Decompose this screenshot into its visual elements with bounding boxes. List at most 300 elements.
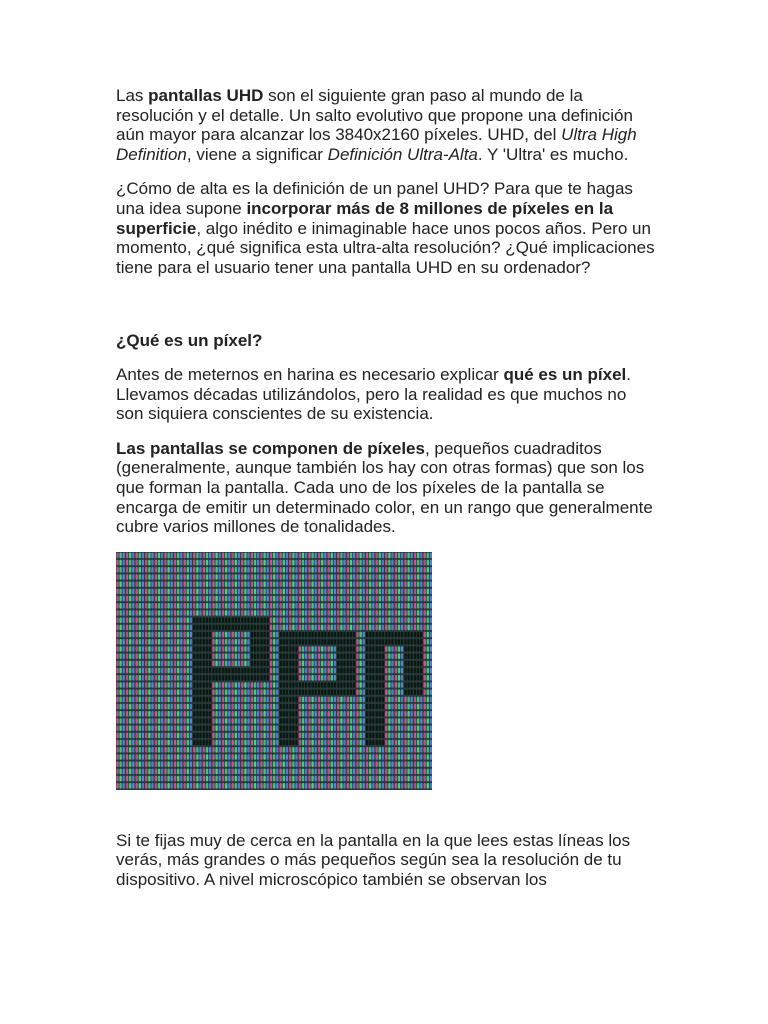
subpixel [280,624,282,630]
subpixel [244,675,246,681]
subpixel [126,682,128,688]
subpixel [363,711,365,717]
subpixel [187,667,189,673]
subpixel [331,768,333,774]
subpixel [379,754,381,760]
subpixel [328,754,330,760]
subpixel [353,624,355,630]
subpixel [180,667,182,673]
subpixel [331,739,333,745]
subpixel [136,595,138,601]
subpixel [196,732,198,738]
subpixel [148,559,150,565]
subpixel [379,610,381,616]
subpixel [167,552,169,558]
subpixel [136,631,138,637]
subpixel [328,718,330,724]
subpixel [407,754,409,760]
subpixel [190,761,192,767]
subpixel [292,703,294,709]
subpixel [302,646,304,652]
subpixel [331,667,333,673]
subpixel [283,761,285,767]
subpixel [324,725,326,731]
subpixel [151,624,153,630]
subpixel [132,631,134,637]
subpixel [206,574,208,580]
subpixel [139,552,141,558]
subpixel [372,559,374,565]
subpixel [145,761,147,767]
subpixel [212,703,214,709]
subpixel [299,761,301,767]
section-heading: ¿Qué es un píxel? [116,331,263,351]
subpixel [340,718,342,724]
subpixel [366,754,368,760]
subpixel [295,667,297,673]
subpixel [295,574,297,580]
subpixel [328,689,330,695]
subpixel [305,639,307,645]
subpixel [145,646,147,652]
subpixel [171,725,173,731]
subpixel [305,739,307,745]
subpixel [430,595,432,601]
subpixel [273,552,275,558]
subpixel [251,682,253,688]
subpixel [308,783,310,789]
subpixel [119,696,121,702]
subpixel [302,768,304,774]
subpixel [286,559,288,565]
subpixel [177,667,179,673]
subpixel [388,646,390,652]
subpixel [206,761,208,767]
subpixel [219,703,221,709]
subpixel [139,603,141,609]
subpixel [424,567,426,573]
subpixel [424,631,426,637]
subpixel [401,775,403,781]
subpixel [251,574,253,580]
subpixel [203,689,205,695]
subpixel [171,610,173,616]
subpixel [254,682,256,688]
subpixel [276,675,278,681]
subpixel [273,567,275,573]
subpixel [372,581,374,587]
subpixel [359,711,361,717]
subpixel [225,639,227,645]
subpixel [395,646,397,652]
subpixel [164,689,166,695]
subpixel [340,682,342,688]
subpixel [318,631,320,637]
subpixel [340,588,342,594]
subpixel [359,559,361,565]
subpixel [299,667,301,673]
subpixel [391,660,393,666]
subpixel [385,667,387,673]
subpixel [328,660,330,666]
subpixel [289,624,291,630]
subpixel [238,603,240,609]
subpixel [340,595,342,601]
subpixel [171,660,173,666]
subpixel [388,783,390,789]
subpixel [164,588,166,594]
subpixel [391,682,393,688]
subpixel [388,689,390,695]
subpixel [295,711,297,717]
subpixel [164,552,166,558]
subpixel [391,732,393,738]
subpixel [180,718,182,724]
subpixel [167,624,169,630]
subpixel [324,567,326,573]
subpixel [158,783,160,789]
subpixel [257,603,259,609]
subpixel [177,675,179,681]
subpixel [385,552,387,558]
subpixel [283,682,285,688]
subpixel [388,768,390,774]
subpixel [126,581,128,587]
subpixel [177,624,179,630]
subpixel [379,631,381,637]
subpixel [193,639,195,645]
subpixel [228,711,230,717]
subpixel [427,689,429,695]
subpixel [417,775,419,781]
subpixel [417,660,419,666]
subpixel [167,689,169,695]
subpixel [359,574,361,580]
subpixel [376,581,378,587]
subpixel [369,660,371,666]
subpixel [148,660,150,666]
subpixel [353,646,355,652]
subpixel [295,725,297,731]
subpixel [395,581,397,587]
subpixel [132,610,134,616]
subpixel [369,725,371,731]
subpixel [321,595,323,601]
subpixel [273,667,275,673]
subpixel [340,552,342,558]
subpixel [280,775,282,781]
subpixel [119,754,121,760]
subpixel [350,552,352,558]
subpixel [187,610,189,616]
subpixel [161,660,163,666]
subpixel [311,768,313,774]
subpixel [401,574,403,580]
subpixel [324,703,326,709]
subpixel [139,703,141,709]
subpixel [177,610,179,616]
subpixel [280,739,282,745]
subpixel [215,689,217,695]
subpixel [395,574,397,580]
subpixel [151,581,153,587]
subpixel [286,567,288,573]
subpixel [276,552,278,558]
subpixel [328,739,330,745]
subpixel [225,747,227,753]
subpixel [148,711,150,717]
subpixel [315,603,317,609]
subpixel [366,739,368,745]
subpixel [343,581,345,587]
subpixel [388,775,390,781]
subpixel [395,667,397,673]
subpixel [209,631,211,637]
subpixel [334,588,336,594]
subpixel [407,552,409,558]
subpixel [302,689,304,695]
subpixel [430,624,432,630]
subpixel [404,783,406,789]
subpixel [225,718,227,724]
subpixel [311,696,313,702]
subpixel [123,732,125,738]
subpixel [280,667,282,673]
subpixel [174,682,176,688]
subpixel [328,761,330,767]
subpixel [263,581,265,587]
subpixel [267,696,269,702]
subpixel [174,552,176,558]
subpixel [232,552,234,558]
subpixel [299,783,301,789]
subpixel [311,732,313,738]
subpixel [379,617,381,623]
subpixel [232,775,234,781]
subpixel [254,747,256,753]
subpixel [267,675,269,681]
subpixel [139,739,141,745]
subpixel [203,732,205,738]
subpixel [215,754,217,760]
subpixel [177,725,179,731]
subpixel [257,689,259,695]
subpixel [363,581,365,587]
subpixel [343,739,345,745]
subpixel [116,667,118,673]
subpixel [190,595,192,601]
subpixel [225,711,227,717]
subpixel [190,732,192,738]
subpixel [228,682,230,688]
subpixel [203,783,205,789]
subpixel [129,660,131,666]
subpixel [427,574,429,580]
subpixel [411,639,413,645]
subpixel [158,552,160,558]
subpixel [164,696,166,702]
subpixel [273,775,275,781]
subpixel [283,610,285,616]
subpixel [417,552,419,558]
subpixel [398,653,400,659]
subpixel [164,768,166,774]
subpixel [199,639,201,645]
subpixel [372,617,374,623]
subpixel [145,667,147,673]
subpixel [315,783,317,789]
subpixel [116,689,118,695]
subpixel [356,559,358,565]
subpixel [193,617,195,623]
subpixel [391,689,393,695]
subpixel [404,567,406,573]
subpixel [136,588,138,594]
subpixel [155,574,157,580]
subpixel [187,732,189,738]
subpixel [276,603,278,609]
subpixel [219,559,221,565]
subpixel [187,747,189,753]
subpixel [391,574,393,580]
subpixel [292,595,294,601]
subpixel [315,768,317,774]
subpixel [199,653,201,659]
subpixel [232,646,234,652]
subpixel [350,703,352,709]
subpixel [251,667,253,673]
subpixel [414,646,416,652]
subpixel [263,639,265,645]
subpixel [263,783,265,789]
subpixel [376,775,378,781]
subpixel [379,689,381,695]
subpixel [180,696,182,702]
subpixel [251,783,253,789]
subpixel [116,552,118,558]
subpixel [145,768,147,774]
subpixel [318,559,320,565]
subpixel [289,603,291,609]
subpixel [289,559,291,565]
subpixel [273,761,275,767]
subpixel [187,761,189,767]
subpixel [164,761,166,767]
subpixel [302,775,304,781]
subpixel [295,718,297,724]
subpixel [379,567,381,573]
subpixel [116,660,118,666]
subpixel [251,617,253,623]
subpixel [254,617,256,623]
subpixel [295,639,297,645]
subpixel [305,588,307,594]
subpixel [225,739,227,745]
subpixel [289,783,291,789]
subpixel [244,775,246,781]
subpixel [395,617,397,623]
subpixel [385,581,387,587]
subpixel [126,739,128,745]
subpixel [350,718,352,724]
subpixel [263,667,265,673]
subpixel [420,595,422,601]
subpixel [161,761,163,767]
subpixel [158,646,160,652]
subpixel [334,552,336,558]
subpixel [321,552,323,558]
subpixel [388,595,390,601]
subpixel [289,768,291,774]
subpixel [209,703,211,709]
subpixel [315,610,317,616]
subpixel [343,682,345,688]
subpixel [142,732,144,738]
subpixel [244,732,246,738]
subpixel [215,588,217,594]
subpixel [369,595,371,601]
subpixel [318,754,320,760]
subpixel [424,718,426,724]
subpixel [391,739,393,745]
subpixel [206,660,208,666]
subpixel [398,631,400,637]
subpixel [395,653,397,659]
subpixel [379,732,381,738]
subpixel [302,574,304,580]
subpixel [215,639,217,645]
subpixel [411,761,413,767]
subpixel [359,775,361,781]
subpixel [388,574,390,580]
subpixel [158,603,160,609]
subpixel [273,581,275,587]
subpixel [398,703,400,709]
subpixel [251,732,253,738]
subpixel [142,761,144,767]
subpixel [424,739,426,745]
subpixel [376,653,378,659]
subpixel [343,747,345,753]
subpixel [177,646,179,652]
subpixel [235,639,237,645]
subpixel [136,768,138,774]
subpixel [215,718,217,724]
subpixel [404,624,406,630]
subpixel [139,624,141,630]
subpixel [129,552,131,558]
subpixel [280,711,282,717]
subpixel [199,610,201,616]
subpixel [395,696,397,702]
subpixel [228,667,230,673]
subpixel [337,646,339,652]
subpixel [187,754,189,760]
subpixel [382,754,384,760]
subpixel [328,552,330,558]
subpixel [244,552,246,558]
subpixel [193,761,195,767]
subpixel [404,718,406,724]
subpixel [404,588,406,594]
subpixel [411,567,413,573]
subpixel [315,739,317,745]
subpixel [427,603,429,609]
subpixel [254,610,256,616]
subpixel [270,653,272,659]
subpixel [151,783,153,789]
subpixel [241,574,243,580]
